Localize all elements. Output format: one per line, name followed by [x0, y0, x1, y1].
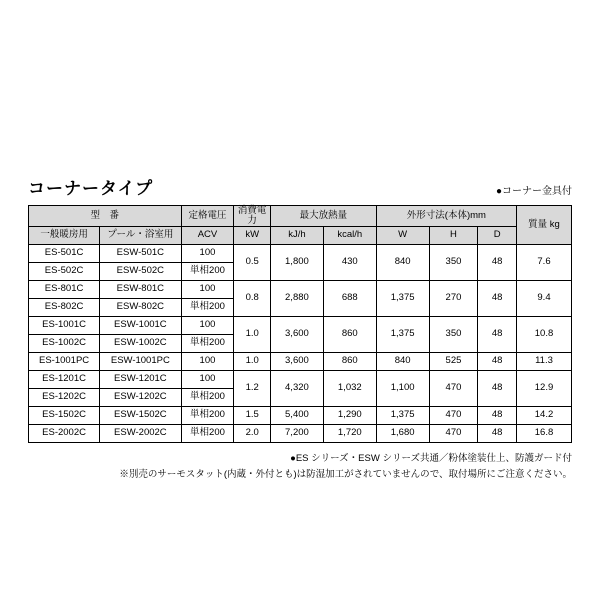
cell-voltage: 単相200 — [181, 298, 234, 316]
cell-model-pool: ESW-1201C — [100, 370, 181, 388]
table-body — [29, 244, 572, 442]
cell-dim-w: 840 — [376, 244, 429, 280]
cell-dim-w: 840 — [376, 352, 429, 370]
cell-model-general: ES-802C — [29, 298, 100, 316]
header-model-general: 一般暖房用 — [29, 226, 100, 244]
cell-heat-kj: 3,600 — [270, 316, 323, 352]
cell-heat-kcal: 688 — [323, 280, 376, 316]
cell-heat-kcal: 860 — [323, 316, 376, 352]
cell-model-general: ES-1202C — [29, 388, 100, 406]
table-row — [29, 316, 572, 334]
cell-voltage: 単相200 — [181, 424, 234, 442]
header-voltage-unit: ACV — [181, 226, 234, 244]
cell-mass: 16.8 — [517, 424, 572, 442]
cell-voltage: 100 — [181, 352, 234, 370]
header-heat-kj: kJ/h — [270, 226, 323, 244]
table-header — [29, 205, 572, 244]
table-row — [29, 280, 572, 298]
cell-heat-kcal: 860 — [323, 352, 376, 370]
cell-model-pool: ESW-1202C — [100, 388, 181, 406]
cell-model-general: ES-502C — [29, 262, 100, 280]
cell-heat-kj: 7,200 — [270, 424, 323, 442]
cell-dim-w: 1,375 — [376, 316, 429, 352]
cell-heat-kj: 3,600 — [270, 352, 323, 370]
cell-heat-kcal: 1,720 — [323, 424, 376, 442]
cell-heat-kj: 2,880 — [270, 280, 323, 316]
cell-dim-h: 470 — [429, 370, 478, 406]
cell-voltage: 100 — [181, 316, 234, 334]
header-dim-w: W — [376, 226, 429, 244]
cell-voltage: 単相200 — [181, 262, 234, 280]
cell-dim-d: 48 — [478, 316, 517, 352]
cell-mass: 10.8 — [517, 316, 572, 352]
cell-model-pool: ESW-1002C — [100, 334, 181, 352]
specification-table — [28, 205, 572, 443]
title-row — [28, 180, 572, 199]
cell-power: 1.0 — [234, 316, 271, 352]
cell-power: 0.5 — [234, 244, 271, 280]
cell-heat-kj: 1,800 — [270, 244, 323, 280]
header-voltage: 定格電圧 — [181, 205, 234, 226]
cell-heat-kcal: 1,290 — [323, 406, 376, 424]
cell-dim-h: 470 — [429, 406, 478, 424]
page-title: コーナータイプ — [28, 179, 154, 198]
footnote-thermostat: ※別売のサーモスタット(内蔵・外付とも)は防湿加工がされていませんので、取付場所にご注意ください。 — [119, 468, 572, 480]
header-dim-h: H — [429, 226, 478, 244]
cell-model-pool: ESW-501C — [100, 244, 181, 262]
cell-power: 1.0 — [234, 352, 271, 370]
title-note: ●コーナー金具付 — [495, 185, 572, 197]
cell-power: 0.8 — [234, 280, 271, 316]
cell-mass: 11.3 — [517, 352, 572, 370]
table-row — [29, 352, 572, 370]
cell-model-pool: ESW-1001PC — [100, 352, 181, 370]
spec-section — [28, 180, 572, 483]
cell-heat-kj: 5,400 — [270, 406, 323, 424]
footnotes — [28, 451, 572, 483]
cell-heat-kj: 4,320 — [270, 370, 323, 406]
cell-model-pool: ESW-502C — [100, 262, 181, 280]
cell-voltage: 100 — [181, 370, 234, 388]
header-dimensions: 外形寸法(本体)mm — [376, 205, 516, 226]
cell-mass: 14.2 — [517, 406, 572, 424]
cell-dim-d: 48 — [478, 280, 517, 316]
cell-dim-d: 48 — [478, 352, 517, 370]
header-model-group: 型 番 — [29, 205, 182, 226]
cell-dim-h: 270 — [429, 280, 478, 316]
cell-model-pool: ESW-802C — [100, 298, 181, 316]
header-model-pool: プール・浴室用 — [100, 226, 181, 244]
cell-mass: 9.4 — [517, 280, 572, 316]
cell-model-general: ES-801C — [29, 280, 100, 298]
cell-voltage: 100 — [181, 280, 234, 298]
cell-mass: 7.6 — [517, 244, 572, 280]
cell-dim-w: 1,375 — [376, 280, 429, 316]
cell-model-pool: ESW-1001C — [100, 316, 181, 334]
cell-model-general: ES-1001PC — [29, 352, 100, 370]
table-row — [29, 424, 572, 442]
cell-model-general: ES-1201C — [29, 370, 100, 388]
cell-model-pool: ESW-2002C — [100, 424, 181, 442]
header-power-unit: kW — [234, 226, 271, 244]
cell-model-general: ES-2002C — [29, 424, 100, 442]
cell-dim-h: 350 — [429, 244, 478, 280]
cell-voltage: 単相200 — [181, 334, 234, 352]
cell-power: 1.2 — [234, 370, 271, 406]
cell-model-pool: ESW-801C — [100, 280, 181, 298]
header-dim-d: D — [478, 226, 517, 244]
cell-mass: 12.9 — [517, 370, 572, 406]
cell-model-pool: ESW-1502C — [100, 406, 181, 424]
cell-heat-kcal: 430 — [323, 244, 376, 280]
header-row-2 — [29, 226, 572, 244]
table-row — [29, 406, 572, 424]
table-row — [29, 370, 572, 388]
cell-dim-d: 48 — [478, 424, 517, 442]
cell-dim-w: 1,680 — [376, 424, 429, 442]
footnote-series: ●ES シリーズ・ESW シリーズ共通／粉体塗装仕上、防護ガード付 — [290, 452, 572, 464]
header-row-1 — [29, 205, 572, 226]
header-mass: 質量 kg — [517, 205, 572, 244]
header-heat-kcal: kcal/h — [323, 226, 376, 244]
cell-model-general: ES-1001C — [29, 316, 100, 334]
cell-dim-h: 350 — [429, 316, 478, 352]
cell-dim-w: 1,100 — [376, 370, 429, 406]
cell-model-general: ES-1502C — [29, 406, 100, 424]
cell-heat-kcal: 1,032 — [323, 370, 376, 406]
cell-voltage: 単相200 — [181, 406, 234, 424]
cell-power: 2.0 — [234, 424, 271, 442]
cell-dim-h: 525 — [429, 352, 478, 370]
cell-dim-h: 470 — [429, 424, 478, 442]
header-power: 消費電力 — [234, 205, 271, 226]
cell-dim-w: 1,375 — [376, 406, 429, 424]
cell-dim-d: 48 — [478, 370, 517, 406]
cell-dim-d: 48 — [478, 244, 517, 280]
cell-model-general: ES-501C — [29, 244, 100, 262]
cell-model-general: ES-1002C — [29, 334, 100, 352]
table-row — [29, 244, 572, 262]
cell-dim-d: 48 — [478, 406, 517, 424]
cell-voltage: 単相200 — [181, 388, 234, 406]
header-heat: 最大放熱量 — [270, 205, 376, 226]
cell-voltage: 100 — [181, 244, 234, 262]
cell-power: 1.5 — [234, 406, 271, 424]
